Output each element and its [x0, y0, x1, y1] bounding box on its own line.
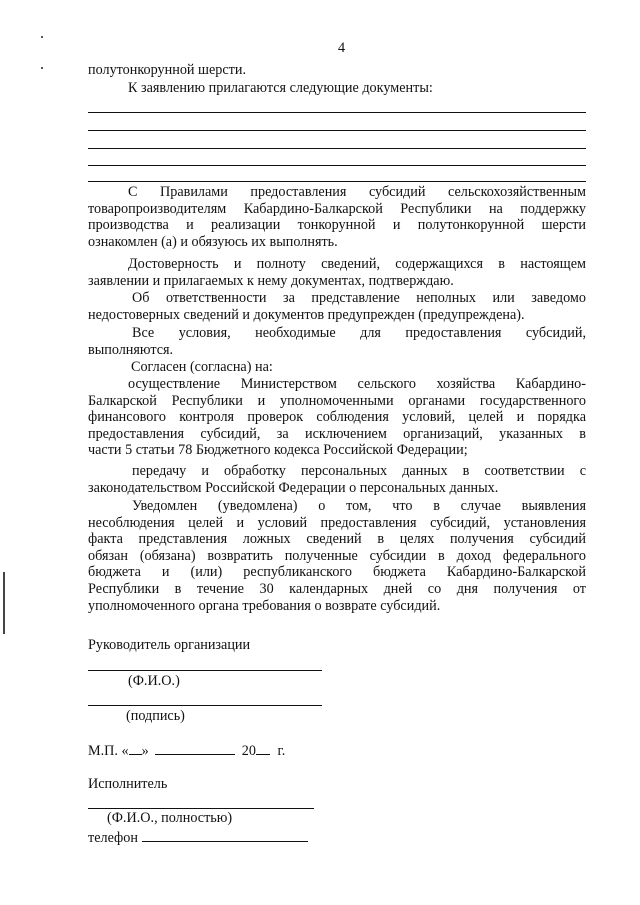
signature-line	[88, 705, 322, 706]
executor-fio-caption: (Ф.И.О., полностью)	[107, 810, 233, 826]
text-line: С Правилами предоставления субсидий сельскохозяйственным	[128, 184, 586, 200]
text-line: Об ответственности за представление неполных или заведомо	[132, 290, 586, 306]
text-line: осуществление Министерством сельского хозяйства Кабардино-	[128, 376, 586, 392]
head-of-organization-label: Руководитель организации	[88, 637, 251, 653]
responsibility-paragraph	[88, 290, 586, 323]
executor-label: Исполнитель	[88, 776, 168, 792]
year-suffix: г.	[277, 743, 286, 759]
stamp-date-line	[88, 741, 285, 760]
attachments-heading: К заявлению прилагаются следующие документы:	[128, 80, 433, 96]
year-prefix: 20	[241, 743, 256, 759]
text-line: заявлении и прилагаемых к нему документах, подтверждаю.	[88, 272, 454, 289]
stamp-prefix: М.П. «	[88, 743, 129, 759]
text-line: Все условия, необходимые для предоставления субсидий,	[132, 325, 586, 341]
control-paragraph	[88, 376, 586, 459]
text-line: товаропроизводителям Кабардино-Балкарской Республики на поддержку	[88, 200, 586, 217]
phone-row	[88, 828, 308, 847]
phone-label: телефон	[88, 830, 138, 846]
text-line: части 5 статьи 78 Бюджетного кодекса Российской Федерации;	[88, 442, 468, 459]
text-line: Достоверность и полноту сведений, содержащихся в настоящем	[128, 256, 586, 272]
year-blank	[256, 741, 270, 755]
consent-title: Согласен (согласна) на:	[131, 359, 273, 375]
quote-close: »	[141, 743, 149, 759]
text-line: недостоверных сведений и документов предупрежден (предупреждена).	[88, 306, 525, 323]
text-line: выполняются.	[88, 341, 174, 358]
text-line: финансового контроля проверок соблюдения условий, целей и порядка	[88, 409, 586, 426]
page-number: 4	[338, 40, 346, 56]
text-line: уполномоченного органа требования о возврате субсидий.	[88, 597, 441, 614]
conditions-paragraph	[88, 325, 586, 358]
text-line: бюджета и (или) республиканского бюджета Кабардино-Балкарской	[88, 564, 586, 581]
text-line: ознакомлен (а) и обязуюсь их выполнять.	[88, 233, 338, 250]
text-line: передачу и обработку персональных данных в соответствии с	[132, 463, 586, 479]
blank-line	[88, 181, 586, 182]
text-line: законодательством Российской Федерации о персональных данных.	[88, 479, 499, 496]
fio-caption: (Ф.И.О.)	[128, 673, 180, 689]
notice-paragraph	[88, 498, 586, 614]
text-line: несоблюдения целей и условий предоставления субсидий, установления	[88, 514, 586, 531]
phone-blank	[142, 828, 308, 842]
text-line: факта представления ложных сведений в целях получения субсидий	[88, 531, 586, 548]
blank-line	[88, 148, 586, 149]
scan-mark	[41, 67, 43, 69]
executor-fio-line	[88, 808, 314, 809]
month-blank	[155, 741, 235, 755]
text-line: Балкарской Республики и уполномоченными органами государственного	[88, 392, 586, 409]
text-line: Республики в течение 30 календарных дней со дня получения от	[88, 580, 586, 597]
fio-line	[88, 670, 322, 671]
day-blank	[129, 741, 142, 755]
blank-line	[88, 165, 586, 166]
text-line: обязан (обязана) возвратить полученные субсидии в доход федерального	[88, 547, 586, 564]
accuracy-paragraph	[88, 256, 586, 289]
rules-paragraph	[88, 184, 586, 250]
signature-caption: (подпись)	[126, 708, 185, 724]
scan-edge-mark	[3, 572, 5, 634]
text-line: производства и реализации тонкорунной и полутонкорунной шерсти	[88, 217, 586, 234]
intro-line: полутонкорунной шерсти.	[88, 62, 247, 78]
personal-data-paragraph	[88, 463, 586, 496]
text-line: предоставления субсидий, за исключением организаций, указанных в	[88, 425, 586, 442]
blank-line	[88, 112, 586, 113]
text-line: Уведомлен (уведомлена) о том, что в случае выявления	[132, 498, 586, 514]
blank-line	[88, 130, 586, 131]
scan-mark	[41, 36, 43, 38]
